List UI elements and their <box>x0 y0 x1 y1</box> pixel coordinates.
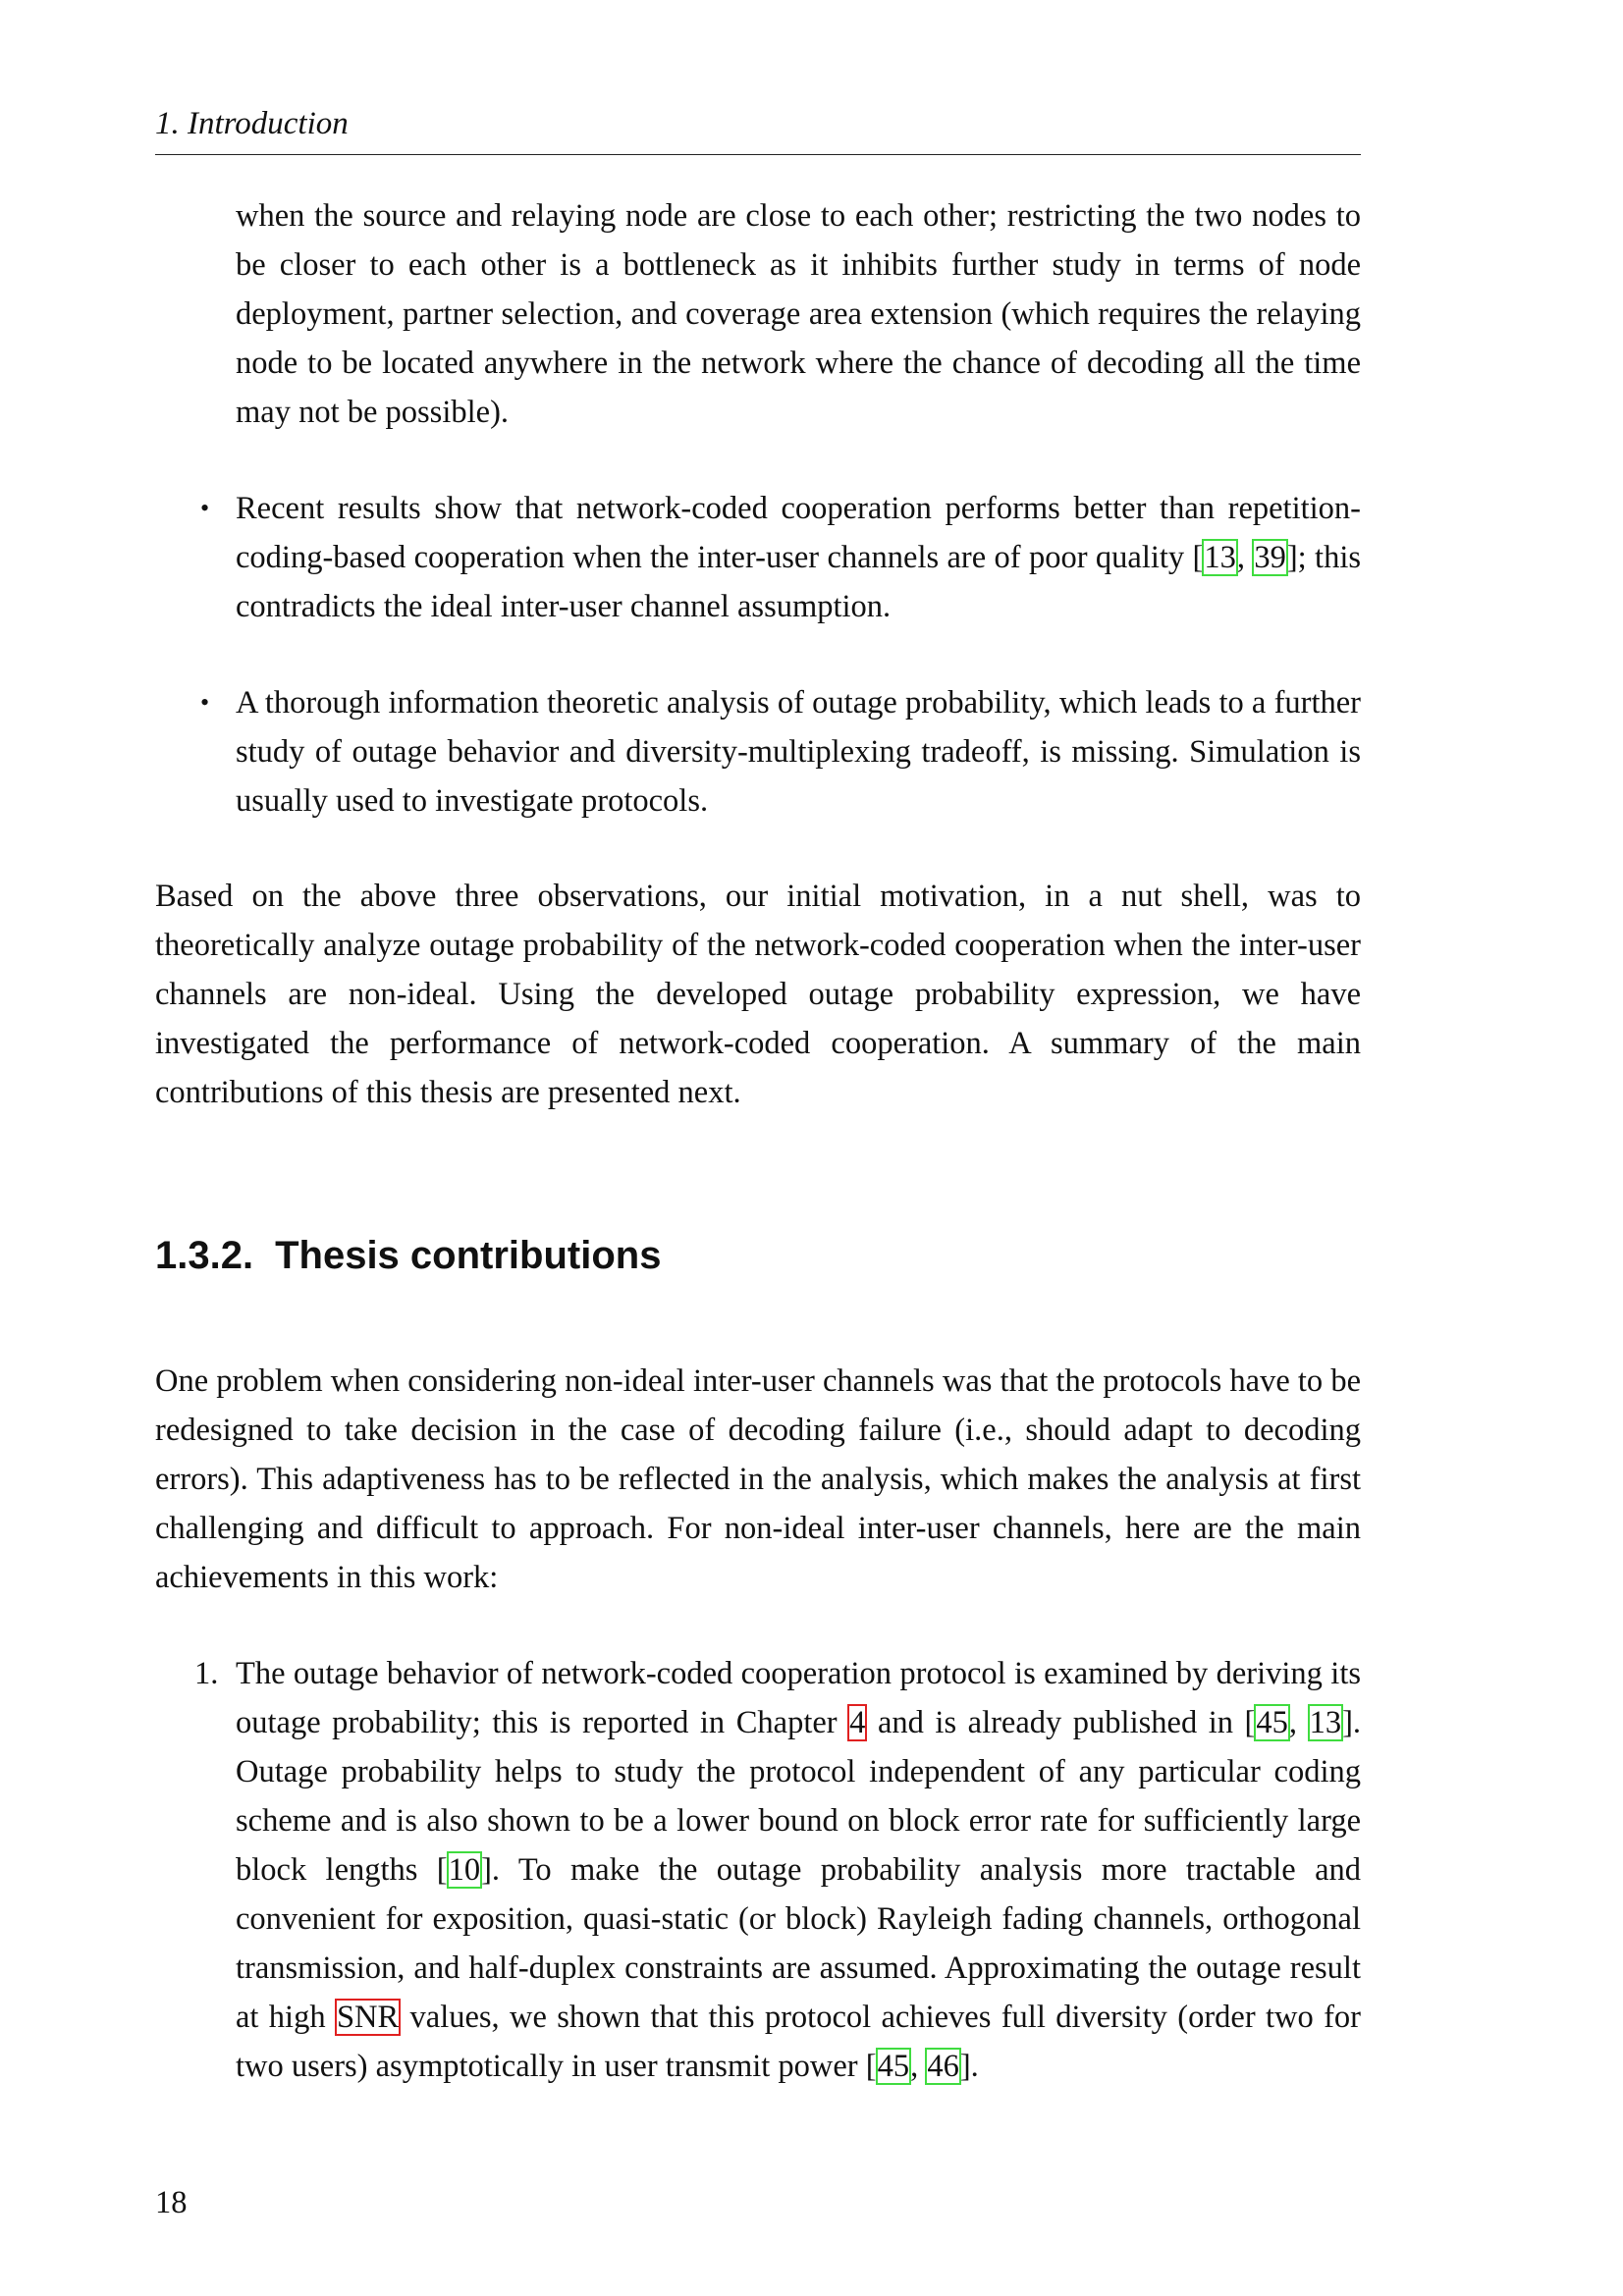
bullet-text: Recent results show that network-coded cooperation performs better than repetition-coding-based cooperation when the inter-user channels are of poor quality [ <box>236 491 1361 575</box>
intro-paragraph: One problem when considering non-ideal inter-user channels was that the protocols have to be redesigned to take decision in the case of decoding failure (i.e., should adapt to decoding errors). This adaptiveness has to be reflected in the analysis, which makes the analysis at first challenging and difficult to approach. For non-ideal inter-user channels, here are the main achievements in this work: <box>155 1363 1361 1595</box>
citation-separator: , <box>1236 540 1254 575</box>
header-rule <box>155 154 1361 155</box>
citation-link[interactable]: 39 <box>1254 540 1286 575</box>
citation-link[interactable]: 13 <box>1309 1705 1342 1740</box>
section-title: Thesis contributions <box>275 1234 662 1277</box>
chapter-reference-link[interactable]: 4 <box>849 1705 866 1740</box>
continued-list-item: when the source and relaying node are close to each other; restricting the two nodes to be closer to each other is a bottleneck as it inhibits further study in terms of node deployment, partner selection, and coverage area extension (which requires the relaying node to be located anywhere in the network where the chance of decoding all the time may not be possible). <box>236 198 1361 430</box>
page-number: 18 <box>155 2185 188 2220</box>
citation-separator: , <box>910 2049 927 2084</box>
bullet-text: ]; this contradicts the ideal inter-user channel assumption. <box>236 540 1362 624</box>
bullet-item-recent-results <box>236 484 1361 631</box>
running-header: 1. Introduction <box>155 106 349 141</box>
item-text: values, we shown that this protocol achieves full diversity (order two for two users) asymptotically in user transmit power [ <box>236 2000 1362 2084</box>
citation-link[interactable]: 46 <box>927 2049 959 2084</box>
bullet-item-outage-analysis: A thorough information theoretic analysis of outage probability, which leads to a further study of outage behavior and diversity-multiplexing tradeoff, is missing. Simulation is usually used to investigate protocols. <box>236 685 1361 819</box>
citation-link[interactable]: 10 <box>448 1852 481 1888</box>
summary-paragraph: Based on the above three observations, our initial motivation, in a nut shell, was to theoretically analyze outage probability of the network-coded cooperation when the inter-user channels are non-ideal. Using the developed outage probability expression, we have investigated the performance of network-coded cooperation. A summary of the main contributions of this thesis are presented next. <box>155 879 1361 1110</box>
citation-link[interactable]: 45 <box>877 2049 910 2084</box>
section-heading <box>155 1231 661 1280</box>
bullet-marker: • <box>200 494 210 522</box>
acronym-link[interactable]: SNR <box>336 2000 400 2035</box>
item-text: ]. Outage probability helps to study the protocol independent of any particular coding scheme and is also shown to be a lower bound on block error rate for sufficiently large block lengths [ <box>236 1705 1362 1888</box>
citation-link[interactable]: 13 <box>1204 540 1236 575</box>
citation-link[interactable]: 45 <box>1256 1705 1288 1740</box>
item-text: and is already published in [ <box>866 1705 1256 1740</box>
contribution-item-1 <box>236 1649 1361 2091</box>
item-text: ]. <box>959 2049 979 2084</box>
list-number: 1. <box>194 1656 219 1691</box>
item-text: The outage behavior of network-coded cooperation protocol is examined by deriving its outage probability; this is reported in Chapter <box>236 1656 1361 1740</box>
citation-separator: , <box>1288 1705 1309 1740</box>
item-text: ]. To make the outage probability analysis more tractable and convenient for exposition, quasi-static (or block) Rayleigh fading channels, orthogonal transmission, and half-duplex constraints are assumed. Approximating the outage result at high <box>236 1852 1361 2035</box>
bullet-marker: • <box>200 688 210 717</box>
section-number: 1.3.2. <box>155 1234 254 1277</box>
